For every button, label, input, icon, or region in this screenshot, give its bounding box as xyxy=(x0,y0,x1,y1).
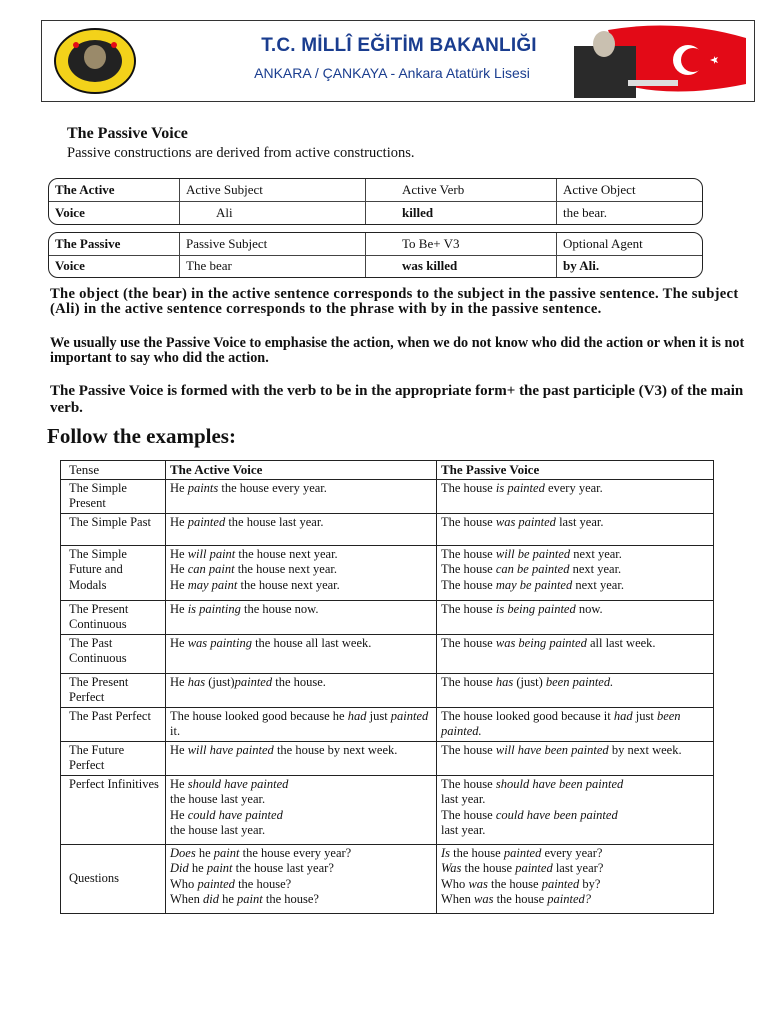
active-voice-box xyxy=(48,178,703,225)
active-voice-label-2: Voice xyxy=(49,202,180,225)
active-cell: He paints the house every year. xyxy=(166,479,437,513)
active-cell: He will have painted the house by next week. xyxy=(166,741,437,775)
active-object-header: Active Object xyxy=(557,179,703,202)
table-row xyxy=(61,545,714,600)
passive-cell: The house will be painted next year. The house can be painted next year. The house may be painted next year. xyxy=(437,545,714,600)
active-object-value: the bear. xyxy=(557,202,703,225)
active-cell: He painted the house last year. xyxy=(166,513,437,545)
table-row xyxy=(61,634,714,673)
tense-cell: Perfect Infinitives xyxy=(61,775,166,844)
active-cell: Does he paint the house every year? Did he paint the house last year? Who painted the house? When did he paint the house? xyxy=(166,844,437,913)
passive-voice-subtitle: Passive constructions are derived from active constructions. xyxy=(67,145,415,161)
tense-cell: The Future Perfect xyxy=(61,741,166,775)
paragraph-formation: The Passive Voice is formed with the verb to be in the appropriate form+ the past participle (V3) of the main verb. xyxy=(50,383,744,416)
active-cell: He was painting the house all last week. xyxy=(166,634,437,673)
active-cell: He has (just)painted the house. xyxy=(166,673,437,707)
passive-subject-value: The bear xyxy=(180,255,366,277)
passive-voice-box xyxy=(48,232,703,278)
ministry-title: T.C. MİLLÎ EĞİTİM BAKANLIĞI xyxy=(261,35,537,56)
passive-cell: The house is painted every year. xyxy=(437,479,714,513)
examples-table xyxy=(60,460,714,914)
active-subject-header: Active Subject xyxy=(180,179,366,202)
table-row xyxy=(61,844,714,913)
passive-voice-title: The Passive Voice xyxy=(67,125,188,142)
passive-voice-header: The Passive Voice xyxy=(437,461,714,480)
school-header xyxy=(41,20,755,102)
tense-cell: The Present Continuous xyxy=(61,600,166,634)
active-voice-label: The Active xyxy=(49,179,180,202)
passive-cell: Is the house painted every year? Was the house painted last year? Who was the house painted by? When was the house painted? xyxy=(437,844,714,913)
tense-cell: The Simple Present xyxy=(61,479,166,513)
table-row xyxy=(61,600,714,634)
active-subject-value: Ali xyxy=(180,202,366,225)
passive-cell: The house has (just) been painted. xyxy=(437,673,714,707)
passive-cell: The house looked good because it had just been painted. xyxy=(437,707,714,741)
passive-cell: The house was painted last year. xyxy=(437,513,714,545)
table-row xyxy=(61,513,714,545)
tense-cell: The Simple Past xyxy=(61,513,166,545)
table-header-row xyxy=(61,461,714,480)
ataturk-flag-picture xyxy=(568,24,748,98)
passive-cell: The house will have been painted by next week. xyxy=(437,741,714,775)
active-cell: He is painting the house now. xyxy=(166,600,437,634)
tense-cell: Questions xyxy=(61,844,166,913)
table-row xyxy=(61,775,714,844)
tense-header: Tense xyxy=(61,461,166,480)
active-cell: He will paint the house next year. He can paint the house next year. He may paint the house next year. xyxy=(166,545,437,600)
optional-agent-value: by Ali. xyxy=(557,255,703,277)
to-be-v3-header: To Be+ V3 xyxy=(366,233,557,255)
tense-cell: The Past Perfect xyxy=(61,707,166,741)
active-cell: He should have painted the house last year. He could have painted the house last year. xyxy=(166,775,437,844)
table-row xyxy=(61,741,714,775)
table-row xyxy=(61,479,714,513)
passive-subject-header: Passive Subject xyxy=(180,233,366,255)
follow-examples-heading: Follow the examples: xyxy=(47,424,236,448)
active-voice-header: The Active Voice xyxy=(166,461,437,480)
tense-cell: The Present Perfect xyxy=(61,673,166,707)
school-location: ANKARA / ÇANKAYA - Ankara Atatürk Lisesi xyxy=(254,65,530,81)
passive-cell: The house is being painted now. xyxy=(437,600,714,634)
tense-cell: The Simple Future and Modals xyxy=(61,545,166,600)
optional-agent-header: Optional Agent xyxy=(557,233,703,255)
passive-cell: The house should have been painted last year. The house could have been painted last year. xyxy=(437,775,714,844)
passive-verb-value: was killed xyxy=(366,255,557,277)
passive-voice-label: The Passive xyxy=(49,233,180,255)
table-row xyxy=(61,707,714,741)
table-row xyxy=(61,673,714,707)
tense-cell: The Past Continuous xyxy=(61,634,166,673)
passive-voice-label-2: Voice xyxy=(49,255,180,277)
paragraph-object-subject: The object (the bear) in the active sentence corresponds to the subject in the passive sentence. The subject (Ali) in the active sentence corresponds to the phrase with by in the passive sentence. xyxy=(50,286,739,317)
paragraph-usage: We usually use the Passive Voice to emphasise the action, when we do not know who did the action or when it is not important to say who did the action. xyxy=(50,335,745,366)
active-cell: The house looked good because he had just painted it. xyxy=(166,707,437,741)
passive-cell: The house was being painted all last week. xyxy=(437,634,714,673)
active-verb-value: killed xyxy=(366,202,557,225)
active-verb-header: Active Verb xyxy=(366,179,557,202)
